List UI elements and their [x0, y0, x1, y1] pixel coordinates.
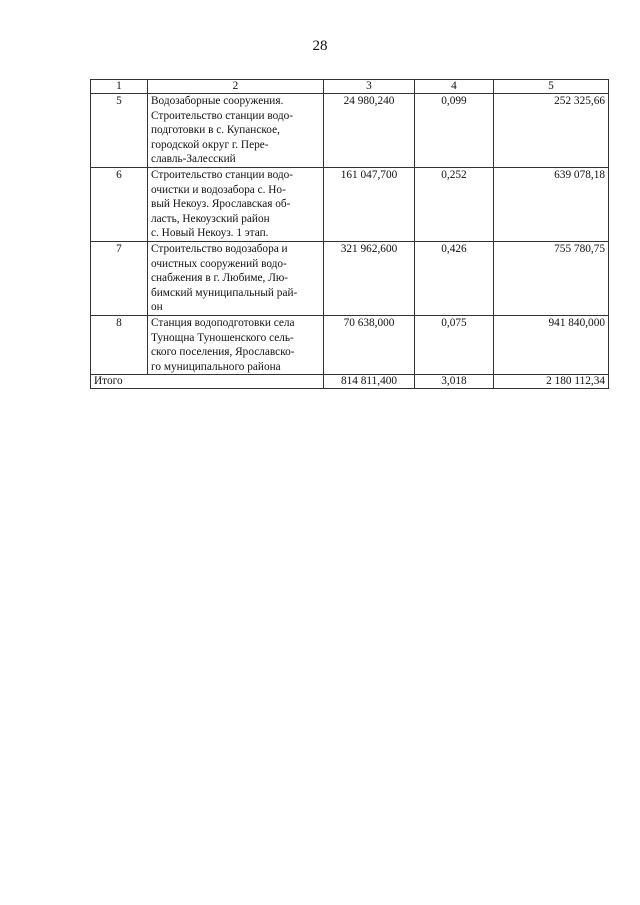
object-name-cell [148, 241, 324, 315]
amount-cell: 639 078,18 [494, 167, 609, 241]
header-col-3: 3 [324, 80, 415, 94]
amount-cell: 252 325,66 [494, 94, 609, 168]
row-number: 5 [91, 94, 148, 168]
object-name-line: Станция водоподготовки села [151, 316, 295, 329]
table-row [91, 94, 609, 168]
cost-cell: 321 962,600 [324, 241, 415, 315]
object-name-line: Строительство водозабора и [151, 242, 288, 255]
cost-cell: 24 980,240 [324, 94, 415, 168]
object-name-line: с. Новый Некоуз. 1 этап. [151, 227, 269, 240]
table-row [91, 241, 609, 315]
row-number: 8 [91, 315, 148, 374]
total-amount-cell: 2 180 112,34 [494, 375, 609, 389]
object-name-line: ласть, Некоузский район [151, 212, 270, 225]
total-share-cell: 3,018 [415, 375, 494, 389]
header-col-5: 5 [494, 80, 609, 94]
data-table [90, 79, 609, 389]
share-cell: 0,075 [415, 315, 494, 374]
share-cell: 0,099 [415, 94, 494, 168]
cost-cell: 70 638,000 [324, 315, 415, 374]
object-name-line: городской округ г. Пере- [151, 138, 269, 151]
object-name-line: го муниципального района [151, 360, 281, 373]
row-number: 6 [91, 167, 148, 241]
row-number: 7 [91, 241, 148, 315]
cost-cell: 161 047,700 [324, 167, 415, 241]
object-name-line: очистных сооружений водо- [151, 257, 287, 270]
object-name-line: подготовки в с. Купанское, [151, 124, 280, 137]
object-name-line: он [151, 301, 163, 314]
total-cost-cell: 814 811,400 [324, 375, 415, 389]
table-row [91, 167, 609, 241]
header-col-1: 1 [91, 80, 148, 94]
table-row [91, 315, 609, 374]
object-name-line: Строительство станции водо- [151, 109, 294, 122]
total-row [91, 375, 609, 389]
object-name-cell [148, 94, 324, 168]
header-col-2: 2 [148, 80, 324, 94]
object-name-line: Водозаборные сооружения. [151, 95, 284, 107]
object-name-line: Тунощна Туношенского сель- [151, 331, 294, 344]
object-name-line: ского поселения, Ярославско- [151, 346, 295, 359]
page-number: 28 [312, 38, 328, 54]
header-row [91, 80, 609, 94]
object-name-cell [148, 315, 324, 374]
share-cell: 0,252 [415, 167, 494, 241]
object-name-line: очистки и водозабора с. Но- [151, 183, 286, 196]
amount-cell: 941 840,000 [494, 315, 609, 374]
amount-cell: 755 780,75 [494, 241, 609, 315]
object-name-line: бимский муниципальный рай- [151, 286, 298, 299]
total-label: Итого [91, 375, 324, 389]
header-col-4: 4 [415, 80, 494, 94]
object-name-line: снабжения в г. Любиме, Лю- [151, 272, 289, 285]
object-name-cell [148, 167, 324, 241]
object-name-line: вый Некоуз. Ярославская об- [151, 198, 291, 211]
object-name-line: славль-Залесский [151, 153, 236, 166]
share-cell: 0,426 [415, 241, 494, 315]
object-name-line: Строительство станции водо- [151, 168, 294, 181]
